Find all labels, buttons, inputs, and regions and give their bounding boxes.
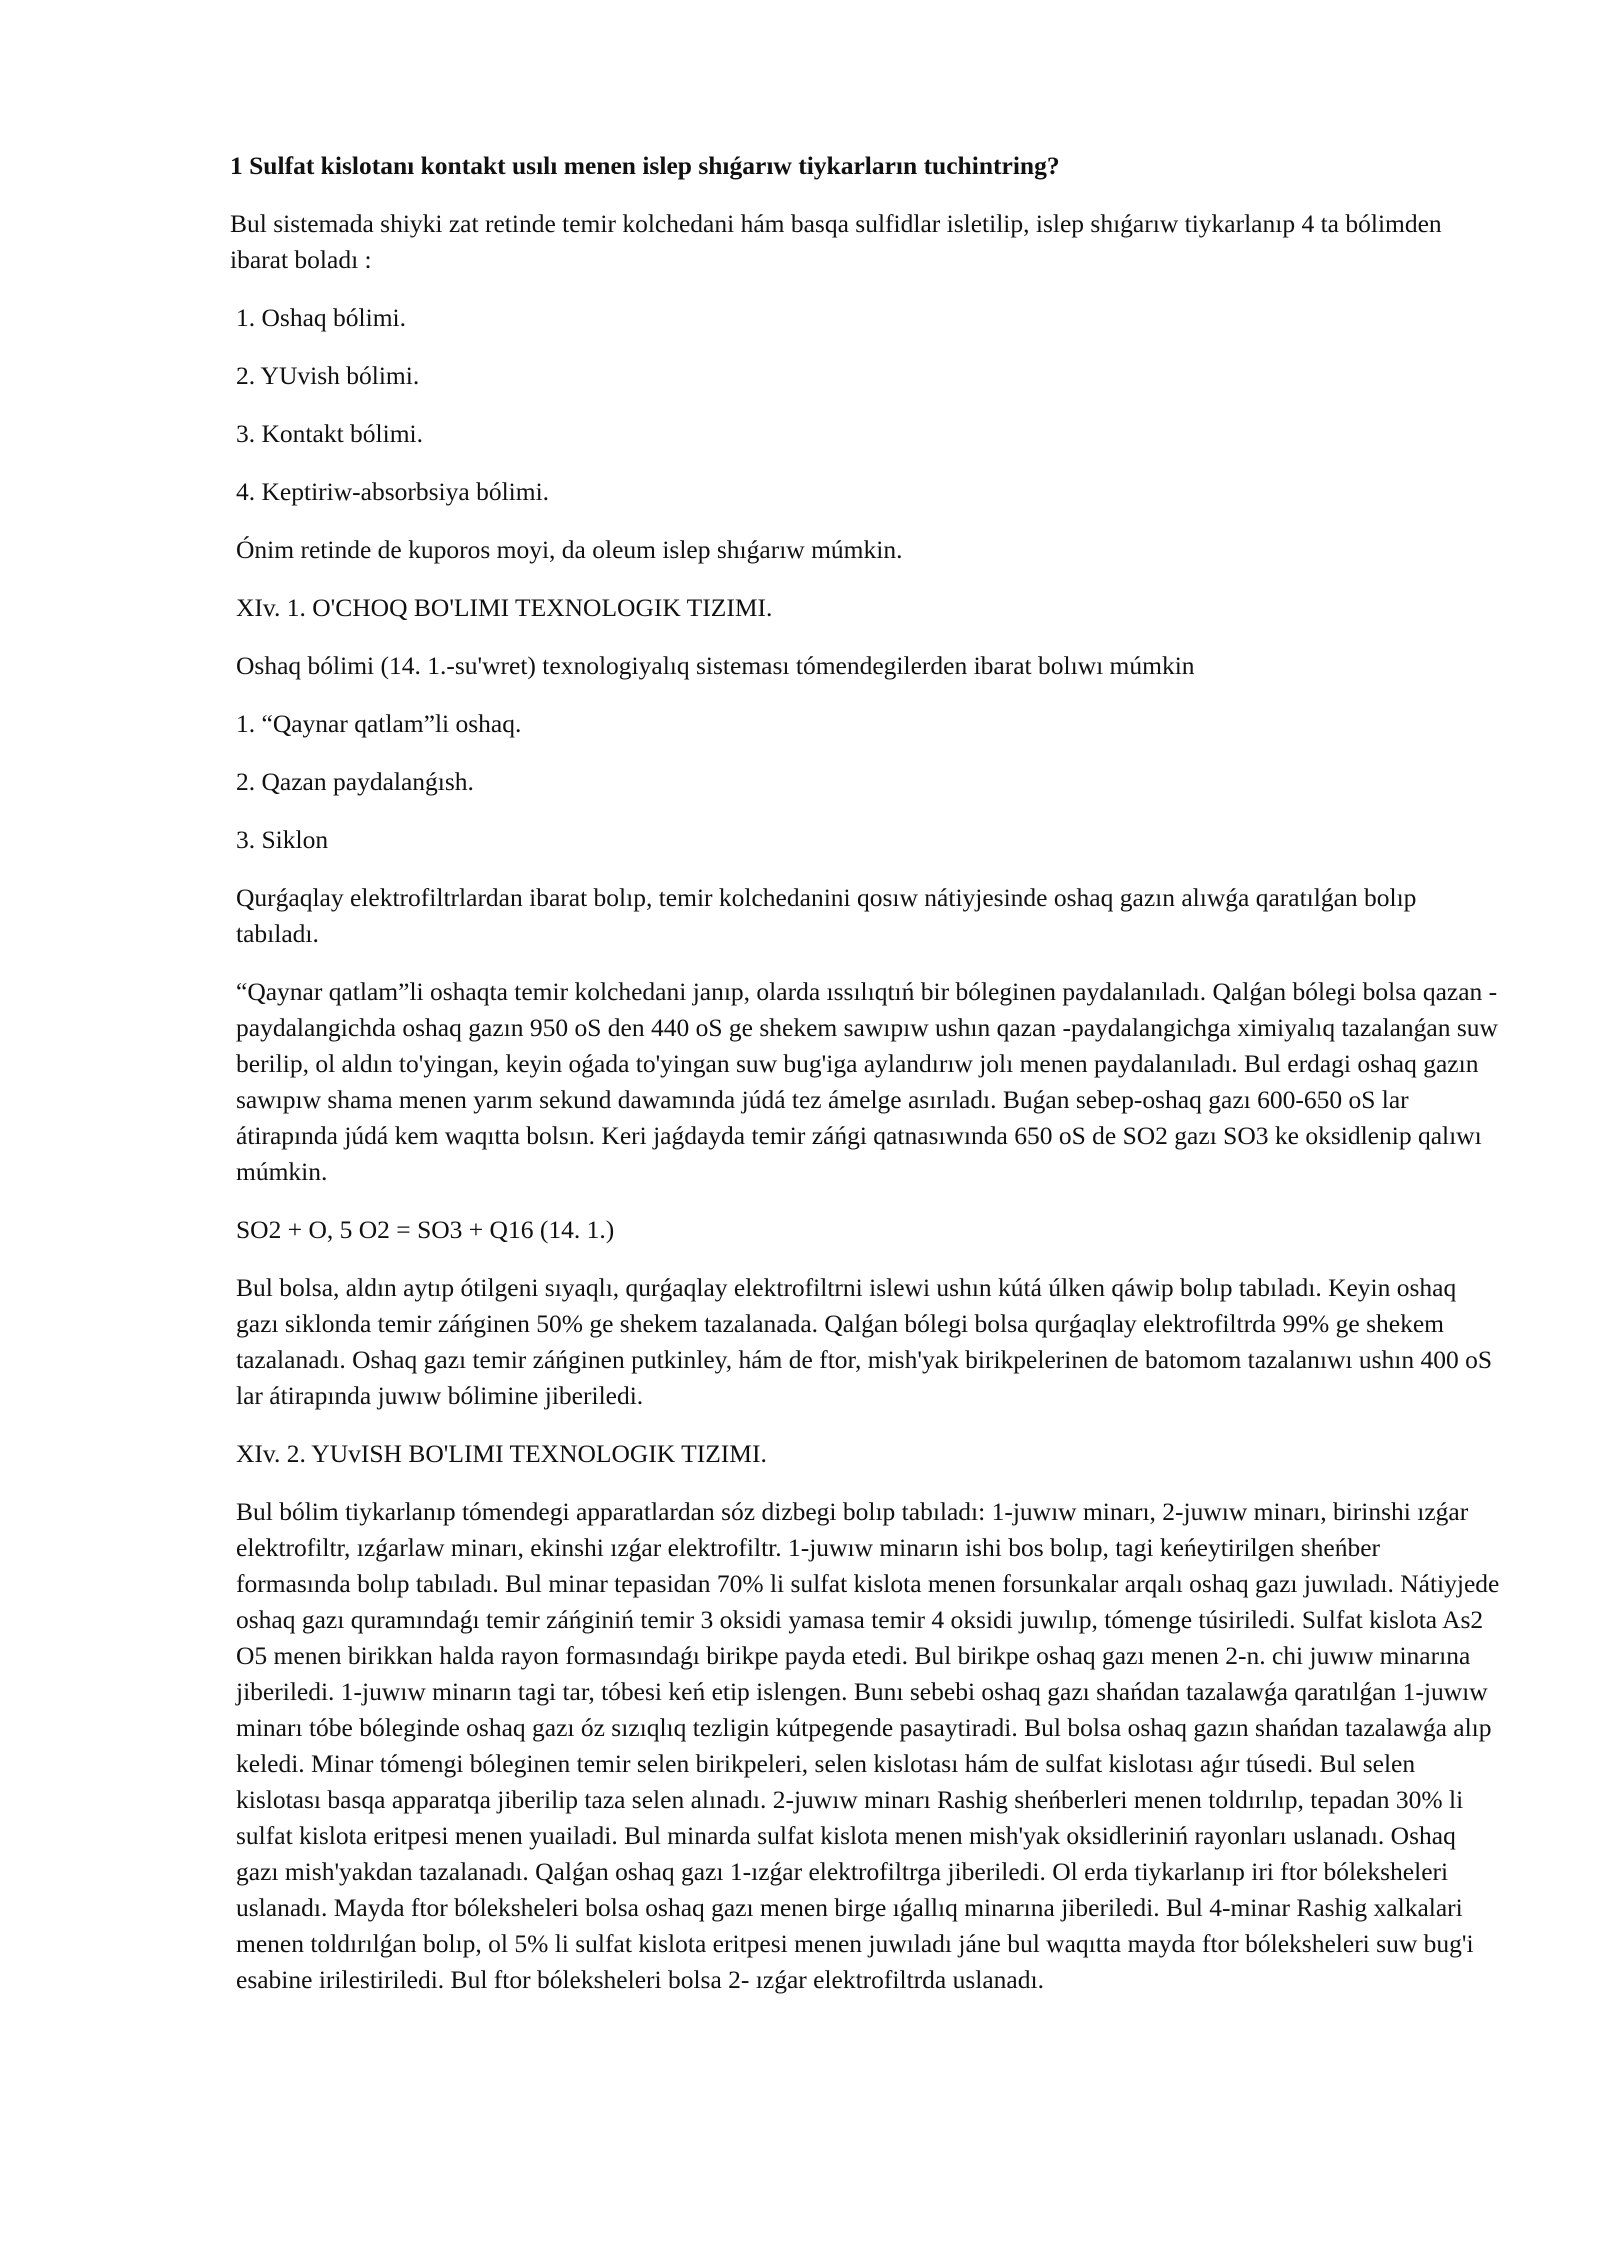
intro-paragraph: Bul sistemada shiyki zat retinde temir kolchedani hám basqa sulfidlar isletilip, islep shıǵarıw tiykarlanıp 4 ta bólimden ibarat boladı : [230,209,1442,274]
document-page [230,148,1500,2020]
list-item-part-4: 4. Keptiriw-absorbsiya bólimi. [236,477,550,506]
list-item-part-1: 1. Oshaq bólimi. [236,303,406,332]
list-item-siklon: 3. Siklon [236,825,329,854]
list-item-part-2: 2. YUvish bólimi. [236,361,420,390]
section-2-paragraph: Bul bólim tiykarlanıp tómendegi apparatlardan sóz dizbegi bolıp tabıladı: 1-juwıw minarı, 2-juwıw minarı, birinshi ızǵar elektrofiltr, ızǵarlaw minarı, ekinshi ızǵar elektrofiltr. 1-juwıw minarın ishi bos bolıp, tagi keńeytirilgen sheńber formasında bolıp tabıladı. Bul minar tepasidan 70% li sulfat kislota menen forsunkalar arqalı oshaq gazı juwıladı. Nátiyjede oshaq gazı quramındaǵı temir záńginiń temir 3 oksidi yamasa temir 4 oksidi juwılıp, tómenge túsiriledi. Sulfat kislota As2 O5 menen birikkan halda rayon formasındaǵı birikpe payda etedi. Bul birikpe oshaq gazı menen 2-n. chi juwıw minarına jiberiledi. 1-juwıw minarın tagi tar, tóbesi keń etip islengen. Bunı sebebi oshaq gazı shańdan tazalawǵa qaratılǵan 1-juwıw minarı tóbe bóleginde oshaq gazı óz sızıqlıq tezligin kútpegende pasaytiradi. Bul bolsa oshaq gazın shańdan tazalawǵa alıp keledi. Minar tómengi bóleginen temir selen birikpeleri, selen kislotası hám de sulfat kislotası aǵır túsedi. Bul selen kislotası basqa apparatqa jiberilip taza selen alınadı. 2-juwıw minarı Rashig sheńberleri menen toldırılıp, tepadan 30% li sulfat kislota eritpesi menen yuailadi. Bul minarda sulfat kislota menen mish'yak oksidleriniń rayonları uslanadı. Oshaq gazı mish'yakdan tazalanadı. Qalǵan oshaq gazı 1-ızǵar elektrofiltrga jiberiledi. Ol erda tiykarlanıp iri ftor bóleksheleri uslanadı. Mayda ftor bóleksheleri bolsa oshaq gazı menen birge ıǵallıq minarına jiberiledi. Bul 4-minar Rashig xalkalari menen toldırılǵan bolıp, ol 5% li sulfat kislota eritpesi menen juwıladı jáne bul waqıtta mayda ftor bóleksheleri suw bug'i esabine irilestiriledi. Bul ftor bóleksheleri bolsa 2- ızǵar elektrofiltrda uslanadı. [236,1497,1500,1994]
list-item-part-3: 3. Kontakt bólimi. [236,419,423,448]
section-1-paragraph-2: “Qaynar qatlam”li oshaqta temir kolchedani janıp, olarda ıssılıqtıń bir bóleginen paydalanıladı. Qalǵan bólegi bolsa qazan -paydalangichda oshaq gazın 950 oS den 440 oS ge shekem sawıpıw ushın qazan -paydalangichga ximiyalıq tazalanǵan suw berilip, ol aldın to'yingan, keyin oǵada to'yingan suw bug'iga aylandırıw jolı menen paydalanıladı. Bul erdagi oshaq gazın sawıpıw shama menen yarım sekund dawamında júdá tez ámelge asırıladı. Buǵan sebep-oshaq gazı 600-650 oS lar átirapında júdá kem waqıtta bolsın. Keri jaǵdayda temir záńgi qatnasıwında 650 oS de SO2 gazı SO3 ke oksidlenip qalıwı múmkin. [236,977,1498,1186]
reaction-equation: SO2 + O, 5 O2 = SO3 + Q16 (14. 1.) [236,1215,615,1244]
section-2-heading: XIv. 2. YUvISH BO'LIMI TEXNOLOGIK TIZIMI. [236,1439,767,1468]
document-title: 1 Sulfat kislotanı kontakt usılı menen islep shıǵarıw tiykarların tuchintring? [230,151,1060,180]
section-1-paragraph-1: Qurǵaqlay elektrofiltrlardan ibarat bolıp, temir kolchedanini qosıw nátiyjesinde oshaq gazın alıwǵa qaratılǵan bolıp tabıladı. [236,883,1417,948]
section-1-paragraph-3: Bul bolsa, aldın aytıp ótilgeni sıyaqlı, qurǵaqlay elektrofiltrni islewi ushın kútá úlken qáwip bolıp tabıladı. Keyin oshaq gazı siklonda temir záńginen 50% ge shekem tazalanada. Qalǵan bólegi bolsa qurǵaqlay elektrofiltrda 99% ge shekem tazalanadı. Oshaq gazı temir záńginen putkinley, hám de ftor, mish'yak birikpelerinen de batomom tazalanıwı ushın 400 oS lar átirapında juwıw bólimine jiberiledi. [236,1273,1493,1410]
list-item-qazan: 2. Qazan paydalanǵısh. [236,767,474,796]
section-1-intro: Oshaq bólimi (14. 1.-su'wret) texnologiyalıq sisteması tómendegilerden ibarat bolıwı múmkin [236,651,1195,680]
list-item-oshaq: 1. “Qaynar qatlam”li oshaq. [236,709,522,738]
product-paragraph: Ónim retinde de kuporos moyi, da oleum islep shıǵarıw múmkin. [236,535,903,564]
section-1-heading: XIv. 1. O'CHOQ BO'LIMI TEXNOLOGIK TIZIMI. [236,593,773,622]
